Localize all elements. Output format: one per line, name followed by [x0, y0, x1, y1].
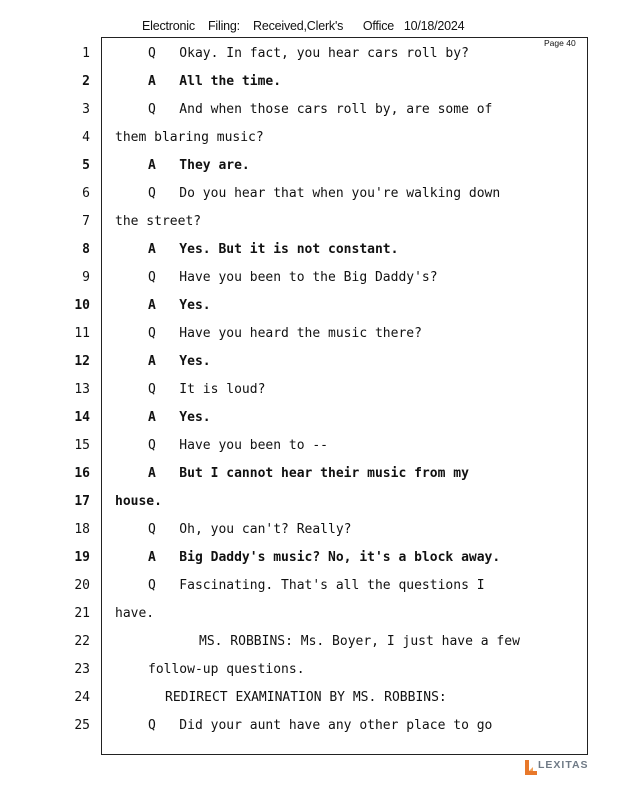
line-number: 23 [74, 662, 90, 677]
line-text: Q And when those cars roll by, are some of [148, 102, 493, 117]
line-text: A All the time. [148, 74, 282, 89]
line-number: 22 [74, 634, 90, 649]
line-number: 3 [82, 102, 90, 117]
line-text: Q It is loud? [148, 382, 266, 397]
line-number: 15 [74, 438, 90, 453]
line-text: REDIRECT EXAMINATION BY MS. ROBBINS: [165, 690, 447, 705]
line-text: Q Have you been to -- [148, 438, 329, 453]
line-text: A Yes. [148, 298, 211, 313]
line-number: 16 [74, 466, 90, 481]
line-number: 12 [74, 354, 90, 369]
line-text: house. [115, 494, 162, 509]
line-text: A Yes. [148, 410, 211, 425]
line-text: them blaring music? [115, 130, 264, 145]
lexitas-logo [524, 759, 594, 779]
line-number: 21 [74, 606, 90, 621]
line-text: the street? [115, 214, 202, 229]
line-text: A Yes. [148, 354, 211, 369]
line-text: Q Have you heard the music there? [148, 326, 422, 341]
line-text: MS. ROBBINS: Ms. Boyer, I just have a few [199, 634, 520, 649]
line-number: 13 [74, 382, 90, 397]
lexitas-logo-text: LEXITAS [538, 759, 589, 771]
line-number: 2 [82, 74, 90, 89]
line-number: 11 [74, 326, 90, 341]
line-text: Q Did your aunt have any other place to go [148, 718, 493, 733]
line-text: Q Fascinating. That's all the questions I [148, 578, 485, 593]
line-text: have. [115, 606, 155, 621]
line-text: A But I cannot hear their music from my [148, 466, 469, 481]
line-number: 9 [82, 270, 90, 285]
line-text: A Yes. But it is not constant. [148, 242, 399, 257]
line-number: 1 [82, 46, 90, 61]
line-number: 10 [74, 298, 90, 313]
line-text: Q Have you been to the Big Daddy's? [148, 270, 438, 285]
filing-stamp: Electronic Filing: Received,Clerk's Office 10/18/2024 [142, 19, 465, 33]
line-number: 4 [82, 130, 90, 145]
line-text: A Big Daddy's music? No, it's a block away. [148, 550, 501, 565]
line-number: 25 [74, 718, 90, 733]
line-number: 7 [82, 214, 90, 229]
line-number: 20 [74, 578, 90, 593]
line-number: 14 [74, 410, 90, 425]
line-text: Q Oh, you can't? Really? [148, 522, 352, 537]
line-number: 8 [82, 242, 90, 257]
line-number: 19 [74, 550, 90, 565]
line-text: A They are. [148, 158, 250, 173]
line-number: 18 [74, 522, 90, 537]
line-number: 24 [74, 690, 90, 705]
line-text: follow-up questions. [148, 662, 305, 677]
line-number: 17 [74, 494, 90, 509]
page-number-label: Page 40 [544, 38, 576, 48]
line-number: 6 [82, 186, 90, 201]
lexitas-logo-icon [524, 760, 538, 776]
line-text: Q Okay. In fact, you hear cars roll by? [148, 46, 469, 61]
line-text: Q Do you hear that when you're walking down [148, 186, 501, 201]
line-number: 5 [82, 158, 90, 173]
